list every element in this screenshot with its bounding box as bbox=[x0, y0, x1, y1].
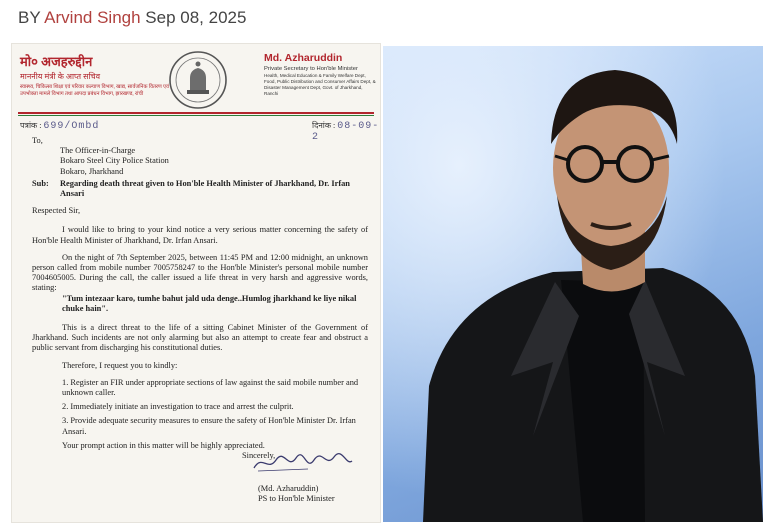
signatory-name: (Md. Azharuddin) bbox=[258, 484, 319, 493]
letter-body bbox=[32, 136, 368, 461]
letter-date: दिनांक : 08-09-2 bbox=[312, 121, 380, 143]
letterhead-divider-secondary bbox=[18, 115, 374, 116]
letterhead-title-english: Private Secretary to Hon'ble Minister bbox=[264, 66, 358, 72]
addressee-line: The Officer-in-Charge bbox=[60, 146, 136, 156]
subject-text: Regarding death threat given to Hon'ble Health Minister of Jharkhand, Dr. Irfan Ansari bbox=[60, 178, 350, 199]
letterhead-departments-hindi: स्वास्थ्य, चिकित्सा शिक्षा एवं परिवार कल्याण विभाग, खाद्य, सार्वजनिक वितरण एवं उपभोक्ता मामले विभाग तथा आपदा प्रबंधन विभाग, झारखण्ड, रांची bbox=[20, 84, 169, 97]
letterhead-name-hindi: मो० अजहरुद्दीन bbox=[20, 54, 93, 69]
salutation: Respected Sir, bbox=[32, 206, 81, 216]
letterhead-departments-english: Health, Medical Education & Family Welfare Dept, Food, Public Distribution and Consumer Affairs Dept, & Disaster Management Dept, Govt. of Jharkhand, Ranchi bbox=[264, 73, 376, 96]
publish-date: Sep 08, 2025 bbox=[145, 8, 247, 27]
closing-line: Your prompt action in this matter will be highly appreciated. bbox=[62, 440, 265, 450]
reference-number: पत्रांक : 699/Ombd bbox=[20, 121, 100, 132]
addressee-line: Bokaro, Jharkhand bbox=[60, 166, 124, 176]
subject-label: Sub: bbox=[32, 178, 49, 188]
request-item-2: 2. Immediately initiate an investigation to trace and arrest the culprit. bbox=[62, 402, 294, 412]
paragraph-1: I would like to bring to your kind notice a very serious matter concerning the safety of Hon'ble Health Minister of Jharkhand, Dr. Irfan Ansari. bbox=[32, 225, 368, 245]
minister-photo bbox=[383, 46, 763, 522]
signatory-block bbox=[258, 484, 335, 504]
letter-image bbox=[12, 44, 380, 522]
signatory-title: PS to Hon'ble Minister bbox=[258, 494, 335, 503]
paragraph-3: This is a direct threat to the life of a sitting Cabinet Minister of the Government of Jharkhand. Such incidents are not only alarming but also an attempt to create fear and obstruct a public servant from discharging his constitutional duties. bbox=[32, 323, 368, 353]
request-intro: Therefore, I request you to kindly: bbox=[62, 360, 178, 370]
to-line: To, bbox=[32, 136, 43, 145]
handwritten-signature bbox=[248, 448, 358, 476]
subject-line bbox=[32, 179, 368, 199]
letterhead-english bbox=[264, 52, 378, 97]
sincerely: Sincerely, bbox=[242, 451, 276, 461]
letter-date-value: 08-09-2 bbox=[312, 121, 380, 143]
reference-number-value: 699/Ombd bbox=[43, 121, 100, 132]
letterhead-hindi bbox=[20, 52, 170, 98]
byline-prefix: BY bbox=[18, 8, 41, 27]
letterhead-name-english: Md. Azharuddin bbox=[264, 52, 343, 64]
letterhead-divider bbox=[18, 112, 374, 114]
author-link[interactable]: Arvind Singh bbox=[44, 8, 141, 27]
request-item-3: 3. Provide adequate security measures to ensure the safety of Hon'ble Minister Dr. Irfan Ansari. bbox=[62, 416, 356, 436]
state-emblem-icon bbox=[168, 50, 228, 110]
letterhead-title-hindi: माननीय मंत्री के आप्त सचिव bbox=[20, 72, 101, 81]
request-item-1: 1. Register an FIR under appropriate sections of law against the said mobile number and unknown caller. bbox=[62, 377, 359, 398]
article-byline bbox=[18, 8, 246, 28]
portrait-image bbox=[383, 46, 763, 522]
threat-quote: "Tum intezaar karo, tumhe bahut jald uda denge..Humlog jharkhand ke liye nikal chuke hain". bbox=[62, 293, 357, 313]
addressee-line: Bokaro Steel City Police Station bbox=[60, 156, 169, 166]
paragraph-2: On the night of 7th September 2025, between 11:45 PM and 12:00 midnight, an unknown person called from mobile number 7005758247 to the Hon'ble Minister's personal mobile number 7004605005. During the call, the caller issued a life threat in very harsh and aggressive words, stating: bbox=[32, 252, 368, 293]
